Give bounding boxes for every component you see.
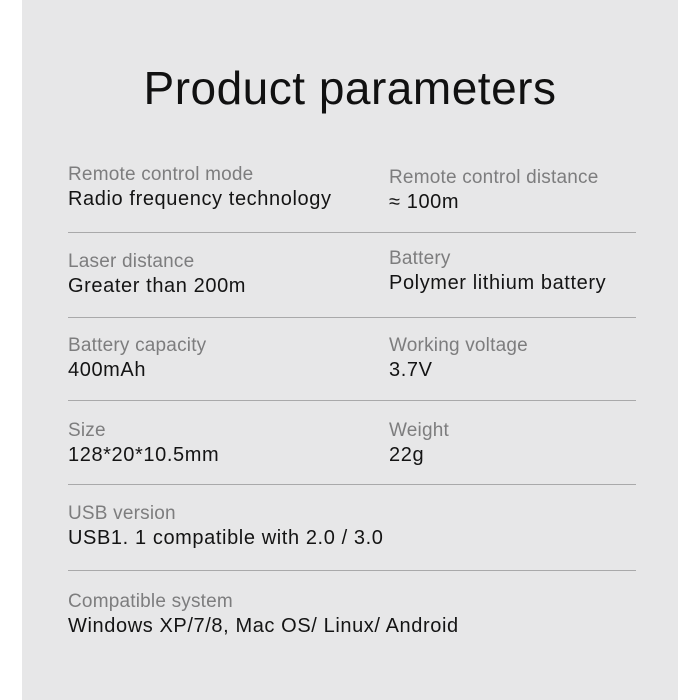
divider — [68, 232, 636, 233]
param-label: Remote control distance — [389, 167, 599, 188]
param-label: Battery — [389, 248, 451, 269]
param-laser-distance — [68, 250, 246, 299]
param-value: USB1. 1 compatible with 2.0 / 3.0 — [68, 527, 384, 549]
divider — [68, 317, 636, 318]
divider — [68, 570, 636, 571]
param-weight — [389, 419, 449, 468]
product-parameters-card — [22, 0, 678, 700]
param-value: Windows XP/7/8, Mac OS/ Linux/ Android — [68, 615, 459, 637]
param-value: ≈ 100m — [389, 191, 460, 213]
page-title: Product parameters — [143, 62, 557, 114]
param-label: Battery capacity — [68, 335, 207, 356]
param-usb-version — [68, 502, 384, 551]
param-battery — [389, 247, 606, 296]
param-value: 22g — [389, 444, 425, 466]
param-size — [68, 419, 219, 468]
param-label: Size — [68, 420, 106, 441]
param-label: Remote control mode — [68, 164, 254, 185]
divider — [68, 400, 636, 401]
param-value: Polymer lithium battery — [389, 272, 607, 294]
param-label: Laser distance — [68, 251, 195, 272]
param-value: 400mAh — [68, 359, 147, 381]
param-remote-control-mode — [68, 163, 332, 212]
divider — [68, 484, 636, 485]
param-value: 128*20*10.5mm — [68, 444, 220, 466]
param-compatible-system — [68, 590, 459, 639]
param-value: Radio frequency technology — [68, 188, 332, 210]
param-battery-capacity — [68, 334, 206, 383]
param-value: Greater than 200m — [68, 275, 247, 297]
param-label: Weight — [389, 420, 449, 441]
param-working-voltage — [389, 334, 528, 383]
param-value: 3.7V — [389, 359, 433, 381]
param-label: Working voltage — [389, 335, 528, 356]
param-label: USB version — [68, 503, 176, 524]
param-remote-control-distance — [389, 166, 598, 215]
param-label: Compatible system — [68, 591, 233, 612]
